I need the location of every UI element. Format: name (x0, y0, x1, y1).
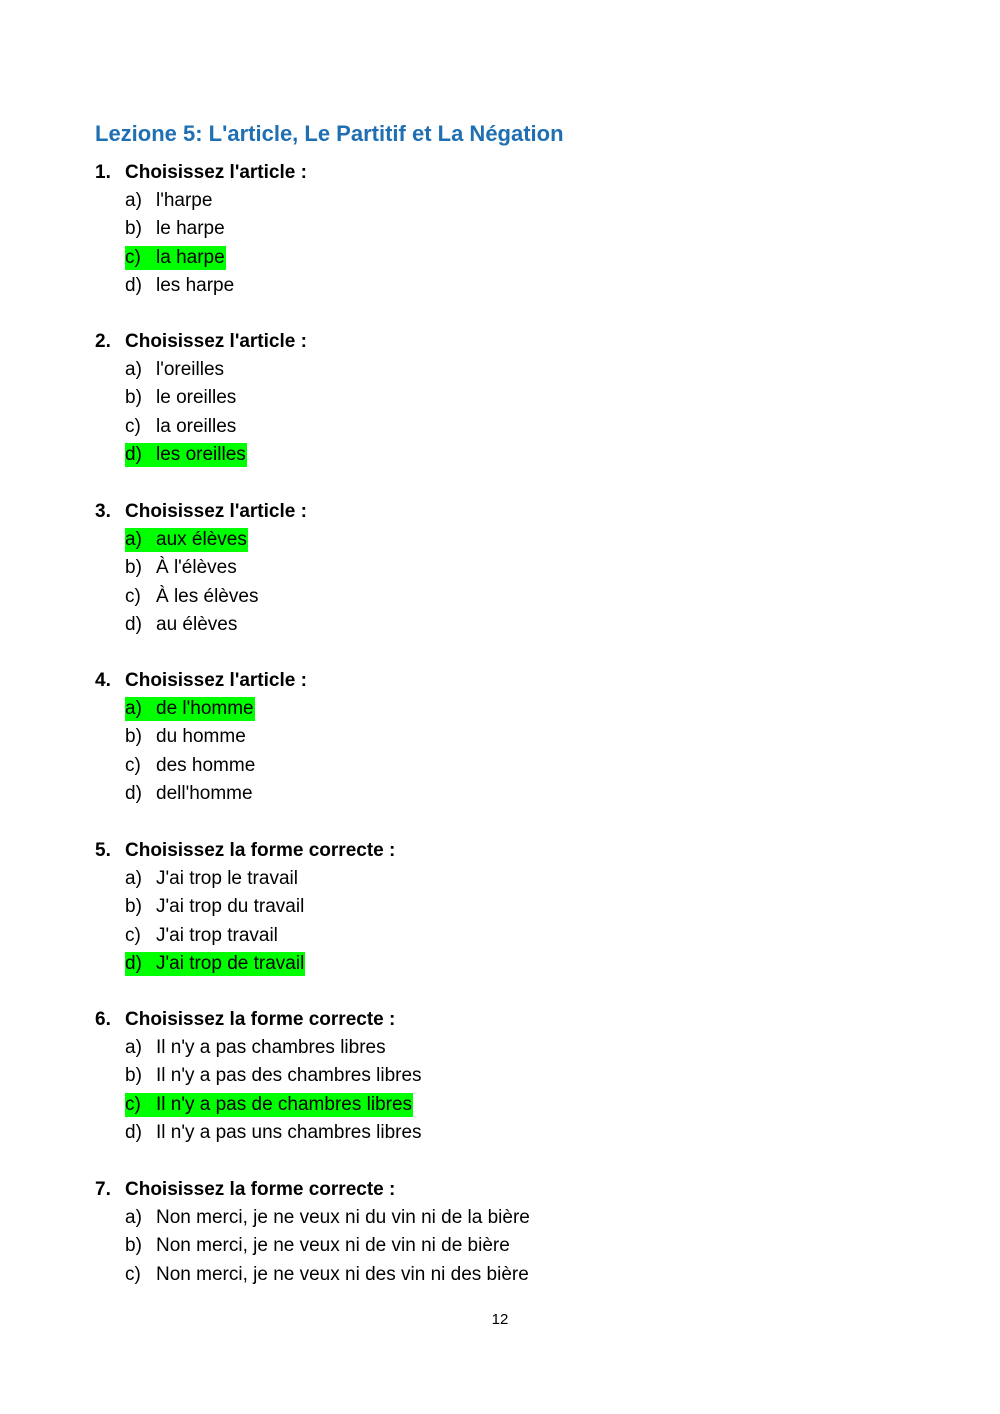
option-letter: b) (125, 557, 142, 579)
option-c[interactable] (95, 752, 915, 780)
option-letter: c) (125, 1263, 141, 1285)
option-text: Non merci, je ne veux ni des vin ni des bière (156, 1263, 529, 1285)
question-1 (95, 159, 915, 301)
option-letter: a) (125, 698, 142, 719)
option-label-highlighted (125, 952, 305, 976)
option-text: À l'élèves (156, 557, 237, 579)
option-d[interactable] (95, 780, 915, 808)
option-b[interactable] (95, 215, 915, 243)
question-header (95, 159, 915, 187)
question-prompt: Choisissez la forme correcte : (125, 1009, 396, 1030)
option-label (125, 754, 256, 778)
option-text: À les élèves (156, 585, 259, 607)
question-header (95, 498, 915, 526)
option-letter: d) (125, 953, 142, 975)
option-text: les harpe (156, 275, 235, 297)
question-2 (95, 328, 915, 470)
option-b[interactable] (95, 1062, 915, 1090)
option-c[interactable] (95, 922, 915, 950)
option-letter: d) (125, 1122, 142, 1144)
question-number: 1. (95, 162, 111, 183)
option-letter: c) (125, 585, 141, 607)
page-title: Lezione 5: L'article, Le Partitif et La Négation (95, 121, 564, 146)
option-label (125, 1234, 511, 1258)
option-label (125, 1206, 531, 1230)
question-header (95, 1006, 915, 1034)
option-text: Il n'y a pas uns chambres libres (156, 1122, 422, 1144)
question-6 (95, 1006, 915, 1148)
option-letter: d) (125, 783, 142, 805)
option-label-highlighted (125, 697, 255, 721)
option-label (125, 782, 254, 806)
option-text: de l'homme (156, 698, 254, 719)
option-label (125, 217, 226, 241)
option-label (125, 1036, 387, 1060)
question-header (95, 328, 915, 356)
question-header (95, 667, 915, 695)
question-5 (95, 837, 915, 979)
option-text: Il n'y a pas de chambres libres (156, 1093, 413, 1115)
option-c[interactable] (95, 1091, 915, 1119)
option-text: le harpe (156, 218, 225, 240)
option-d[interactable] (95, 1119, 915, 1147)
question-number: 6. (95, 1009, 111, 1030)
option-a[interactable] (95, 356, 915, 384)
option-letter: b) (125, 387, 142, 409)
option-text: l'harpe (156, 190, 213, 211)
option-a[interactable] (95, 695, 915, 723)
question-prompt: Choisissez l'article : (125, 331, 307, 352)
option-letter: d) (125, 275, 142, 297)
option-text: dell'homme (156, 783, 253, 805)
option-label (125, 556, 238, 580)
option-label (125, 924, 279, 948)
option-d[interactable] (95, 272, 915, 300)
option-b[interactable] (95, 893, 915, 921)
option-c[interactable] (95, 583, 915, 611)
option-text: la harpe (156, 246, 225, 268)
question-prompt: Choisissez l'article : (125, 162, 307, 183)
question-prompt: Choisissez l'article : (125, 501, 307, 522)
option-letter: a) (125, 1207, 142, 1228)
option-letter: b) (125, 726, 142, 748)
option-label (125, 613, 238, 637)
option-text: la oreilles (156, 415, 237, 437)
option-a[interactable] (95, 1204, 915, 1232)
option-letter: b) (125, 1235, 142, 1257)
option-text: J'ai trop le travail (156, 868, 298, 889)
option-letter: d) (125, 444, 142, 466)
option-d[interactable] (95, 950, 915, 978)
option-label (125, 1121, 423, 1145)
option-text: Non merci, je ne veux ni du vin ni de la bière (156, 1207, 530, 1228)
option-label (125, 725, 247, 749)
option-text: les oreilles (156, 444, 246, 466)
option-a[interactable] (95, 865, 915, 893)
option-letter: c) (125, 924, 141, 946)
option-letter: c) (125, 1093, 141, 1115)
option-b[interactable] (95, 384, 915, 412)
question-header (95, 1176, 915, 1204)
option-text: Non merci, je ne veux ni de vin ni de bière (156, 1235, 510, 1257)
option-text: du homme (156, 726, 246, 748)
option-a[interactable] (95, 1034, 915, 1062)
option-b[interactable] (95, 1232, 915, 1260)
option-letter: c) (125, 415, 141, 437)
option-text: aux élèves (156, 529, 247, 550)
question-prompt: Choisissez la forme correcte : (125, 840, 396, 861)
option-letter: a) (125, 1037, 142, 1058)
option-letter: b) (125, 1065, 142, 1087)
option-c[interactable] (95, 413, 915, 441)
option-b[interactable] (95, 723, 915, 751)
option-letter: d) (125, 614, 142, 636)
option-letter: a) (125, 190, 142, 211)
option-label (125, 1263, 530, 1287)
option-c[interactable] (95, 244, 915, 272)
question-header (95, 837, 915, 865)
option-label (125, 274, 235, 298)
option-text: Il n'y a pas chambres libres (156, 1037, 386, 1058)
option-label-highlighted (125, 246, 226, 270)
option-label (125, 867, 299, 891)
option-label (125, 415, 237, 439)
option-text: le oreilles (156, 387, 237, 409)
option-letter: a) (125, 529, 142, 550)
option-letter: a) (125, 868, 142, 889)
option-d[interactable] (95, 611, 915, 639)
option-letter: a) (125, 359, 142, 380)
option-text: Il n'y a pas des chambres libres (156, 1065, 422, 1087)
option-a[interactable] (95, 187, 915, 215)
option-text: des homme (156, 754, 256, 776)
option-label-highlighted (125, 443, 247, 467)
question-prompt: Choisissez l'article : (125, 670, 307, 691)
option-label (125, 585, 259, 609)
option-a[interactable] (95, 526, 915, 554)
question-number: 2. (95, 331, 111, 352)
option-label (125, 386, 237, 410)
option-letter: c) (125, 246, 141, 268)
option-letter: c) (125, 754, 141, 776)
option-c[interactable] (95, 1261, 915, 1289)
option-text: au élèves (156, 614, 238, 636)
option-text: J'ai trop de travail (156, 953, 305, 975)
question-number: 3. (95, 501, 111, 522)
option-text: J'ai trop travail (156, 924, 278, 946)
option-text: J'ai trop du travail (156, 896, 305, 918)
option-label (125, 189, 213, 213)
question-number: 5. (95, 840, 111, 861)
question-number: 4. (95, 670, 111, 691)
page-number: 12 (491, 1311, 509, 1328)
option-letter: b) (125, 218, 142, 240)
option-label (125, 358, 225, 382)
option-letter: b) (125, 896, 142, 918)
question-3 (95, 498, 915, 640)
question-4 (95, 667, 915, 809)
option-label-highlighted (125, 1093, 413, 1117)
question-7 (95, 1176, 915, 1289)
question-prompt: Choisissez la forme correcte : (125, 1179, 396, 1200)
option-label-highlighted (125, 528, 248, 552)
option-label (125, 895, 305, 919)
option-text: l'oreilles (156, 359, 225, 380)
option-label (125, 1064, 423, 1088)
option-d[interactable] (95, 441, 915, 469)
option-b[interactable] (95, 554, 915, 582)
question-number: 7. (95, 1179, 111, 1200)
